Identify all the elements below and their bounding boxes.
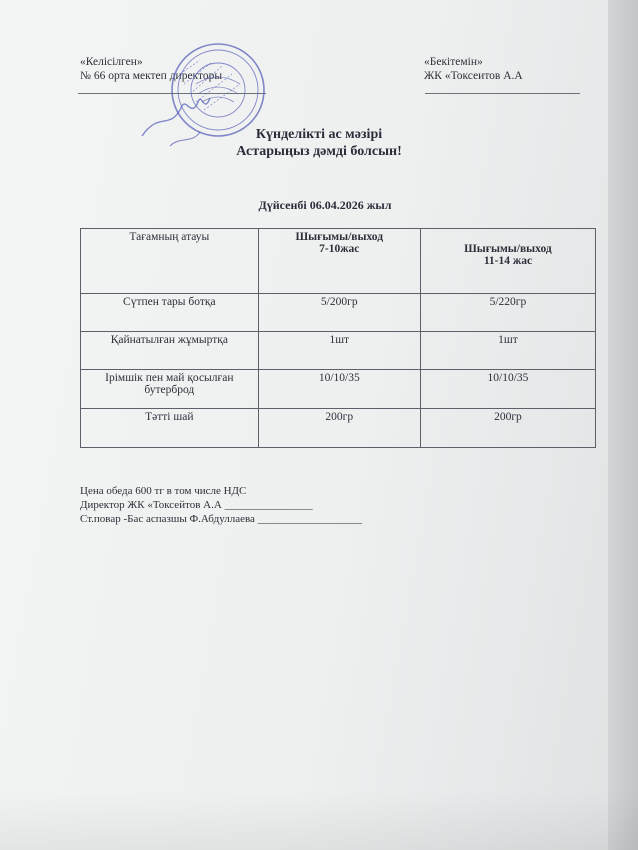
portion-11-14-cell: 200гр [420,409,595,448]
footer-block [80,484,362,526]
portion-11-14-cell: 5/220гр [420,294,595,332]
table-row [81,409,596,448]
portion-7-10-cell: 5/200гр [258,294,420,332]
menu-table [80,228,596,448]
portion-11-14-cell: 1шт [420,332,595,370]
director-signature-line: Директор ЖК «Токсейтов А.А ________________ [80,499,313,511]
head-cook-signature-line: Ст.повар -Бас аспазшы Ф.Абдуллаева ___________________ [80,513,363,525]
dish-name-cell: Сүтпен тары ботқа [81,294,259,332]
dish-name-cell: Тәтті шай [81,409,259,448]
signature-line-right [425,93,580,94]
dish-name-cell: Қайнатылған жұмыртқа [81,332,259,370]
approver-name: ЖК «Токсеитов А.А [424,70,523,82]
lunch-price-note: Цена обеда 600 тг в том числе НДС [80,485,247,497]
menu-title-line1: Күнделікті ас мәзірі [255,127,383,142]
menu-title [0,126,638,160]
portion-7-10-cell: 10/10/35 [258,370,420,409]
dish-name-cell: Ірімшік пен май қосылған бутерброд [81,370,259,409]
school-director-label: № 66 орта мектеп директоры [80,70,223,82]
approval-block-right [424,55,523,83]
table-row [81,370,596,409]
menu-title-line2: Астарыңыз дәмді болсын! [236,144,402,159]
portion-7-10-cell: 200гр [258,409,420,448]
menu-date: Дүйсенбі 06.04.2026 жыл [258,198,392,212]
header-portion-7-10: Шығымы/выход 7-10жас [258,229,420,294]
table-row [81,294,596,332]
agreed-label: «Келісілген» [80,56,143,68]
header-dish-name: Тағамның атауы [81,229,259,294]
portion-11-14-cell: 10/10/35 [420,370,595,409]
page-shadow [0,790,638,850]
table-header-row [81,229,596,294]
portion-7-10-cell: 1шт [258,332,420,370]
header-portion-11-14: Шығымы/выход 11-14 жас [420,229,595,294]
table-row [81,332,596,370]
approved-label: «Бекітемін» [424,56,483,68]
